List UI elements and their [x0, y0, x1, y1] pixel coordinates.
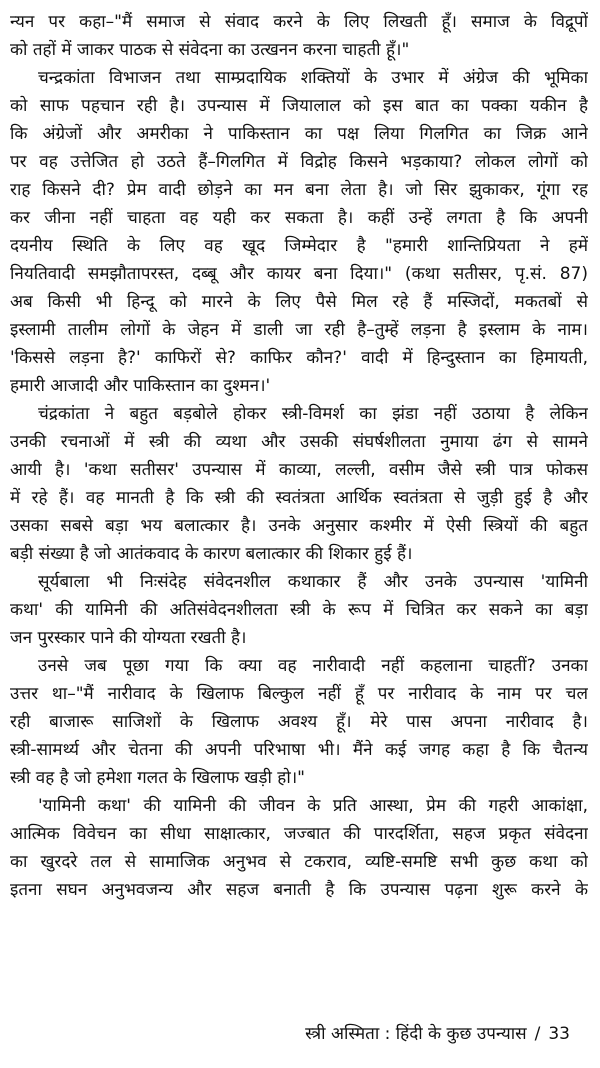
body-text — [10, 8, 588, 904]
text-line: चन्द्रकांता विभाजन तथा साम्प्रदायिक शक्तियों के उभार में अंग्रेज की भूमिका — [38, 68, 588, 88]
text-line: चंद्रकांता ने बहुत बड़बोले होकर स्त्री-विमर्श का झंडा नहीं उठाया है लेकिन — [38, 404, 588, 424]
text-line: राह किसने दी? प्रेम वादी छोड़ने का मन बना लेता है। जो सिर झुकाकर, गूंगा रह — [10, 180, 588, 200]
text-line: बड़ी संख्या है जो आतंकवाद के कारण बलात्कार की शिकार हुई हैं। — [10, 544, 413, 564]
text-line: उत्तर था–"मैं नारीवाद के खिलाफ बिल्कुल नहीं हूँ पर नारीवाद के नाम पर चल — [10, 684, 588, 704]
text-line: अब किसी भी हिन्दू को मारने के लिए पैसे मिल रहे हैं मस्जिदों, मकतबों से — [10, 292, 588, 312]
text-line: नियतिवादी समझौतापरस्त, दब्बू और कायर बना दिया।" (कथा सतीसर, पृ.सं. 87) — [10, 264, 588, 284]
text-line: उनसे जब पूछा गया कि क्या वह नारीवादी नहीं कहलाना चाहतीं? उनका — [38, 656, 588, 676]
text-line: को तहों में जाकर पाठक से संवेदना का उत्खनन करना चाहती हूँ।" — [10, 40, 410, 60]
text-line: पर वह उत्तेजित हो उठते हैं–गिलगित में विद्रोह किसने भड़काया? लोकल लोगों को — [10, 152, 588, 172]
text-line: में रहे हैं। वह मानती है कि स्त्री की स्वतंत्रता आर्थिक स्वतंत्रता से जुड़ी हुई है और — [10, 488, 588, 508]
text-line: इतना सघन अनुभवजन्य और सहज बनाती है कि उपन्यास पढ़ना शुरू करने के — [10, 880, 588, 900]
text-line: उसका सबसे बड़ा भय बलात्कार है। उनके अनुसार कश्मीर में ऐसी स्त्रियों की बहुत — [10, 516, 588, 536]
text-line: आयी है। 'कथा सतीसर' उपन्यास में काव्या, लल्ली, वसीम जैसे स्त्री पात्र फोकस — [10, 460, 588, 480]
text-line: को साफ पहचान रही है। उपन्यास में जियालाल को इस बात का पक्का यकीन है — [10, 96, 588, 116]
text-line: कथा' की यामिनी की अतिसंवेदनशीलता स्त्री के रूप में चित्रित कर सकने का बड़ा — [10, 600, 588, 620]
page-number: 33 — [548, 1024, 570, 1044]
text-line: जन पुरस्कार पाने की योग्यता रखती है। — [10, 628, 247, 648]
text-line: दयनीय स्थिति के लिए वह खूद जिम्मेदार है "हमारी शान्तिप्रियता ने हमें — [10, 236, 588, 256]
text-line: न्यन पर कहा–"मैं समाज से संवाद करने के लिए लिखती हूँ। समाज के विद्रूपों — [10, 12, 588, 32]
text-line: आत्मिक विवेचन का सीधा साक्षात्कार, जज्बात की पारदर्शिता, सहज प्रकृत संवेदना — [10, 824, 588, 844]
text-line: उनकी रचनाओं में स्त्री की व्यथा और उसकी संघर्षशीलता नुमाया ढंग से सामने — [10, 432, 588, 452]
text-line: 'किससे लड़ना है?' काफिरों से? काफिर कौन?' वादी में हिन्दुस्तान का हिमायती, — [10, 348, 588, 368]
text-line: कि अंग्रेजों और अमरीका ने पाकिस्तान का पक्ष लिया गिलगित का जिक्र आने — [10, 124, 588, 144]
text-line: का खुरदरे तल से सामाजिक अनुभव से टकराव, व्यष्टि-समष्टि सभी कुछ कथा को — [10, 852, 588, 872]
text-line: कर जीना नहीं चाहता वह यही कर सकता है। कहीं उन्हें लगता है कि अपनी — [10, 208, 588, 228]
text-line: हमारी आजादी और पाकिस्तान का दुश्मन।' — [10, 376, 271, 396]
text-line: स्त्री-सामर्थ्य और चेतना की अपनी परिभाषा भी। मैंने कई जगह कहा है कि चैतन्य — [10, 740, 588, 760]
running-footer — [0, 1020, 574, 1048]
text-line: 'यामिनी कथा' की यामिनी की जीवन के प्रति आस्था, प्रेम की गहरी आकांक्षा, — [38, 796, 588, 816]
footer-title: स्त्री अस्मिता : हिंदी के कुछ उपन्यास — [305, 1024, 527, 1044]
text-line: इस्लामी तालीम लोगों के जेहन में डाली जा रही है–तुम्हें लड़ना है इस्लाम के नाम। — [10, 320, 588, 340]
text-line: रही बाजारू साजिशों के खिलाफ अवश्य हूँ। मेरे पास अपना नारीवाद है। — [10, 712, 588, 732]
text-line: सूर्यबाला भी निःसंदेह संवेदनशील कथाकार हैं और उनके उपन्यास 'यामिनी — [38, 572, 588, 592]
footer-separator: / — [534, 1024, 541, 1044]
text-line: स्त्री वह है जो हमेशा गलत के खिलाफ खड़ी हो।" — [10, 768, 305, 788]
